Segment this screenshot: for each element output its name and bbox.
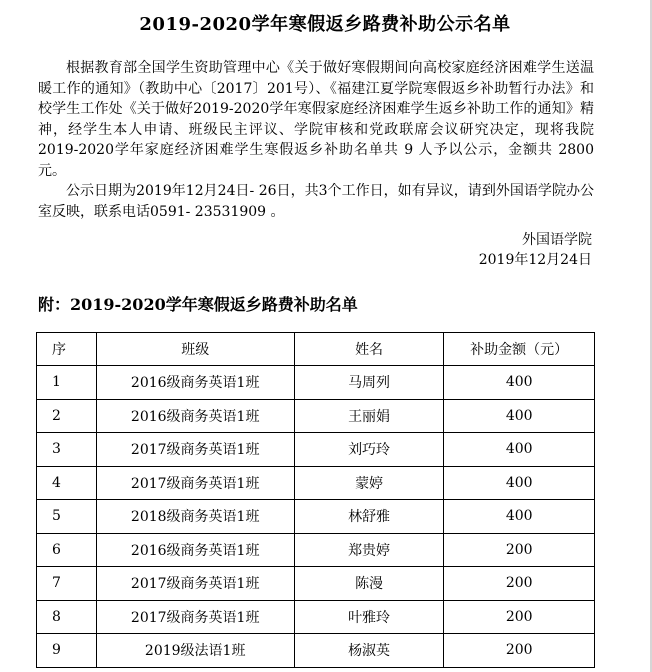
- cell-index: 3: [37, 433, 97, 467]
- header-amount: 补助金额（元）: [444, 333, 595, 366]
- cell-index: 8: [37, 600, 97, 634]
- signature-org: 外国语学院: [522, 232, 592, 248]
- cell-name: 蒙婷: [294, 466, 444, 500]
- cell-index: 1: [37, 366, 97, 400]
- cell-class: 2019级法语1班: [96, 634, 294, 668]
- cell-index: 9: [37, 634, 97, 668]
- table-row: [37, 433, 595, 467]
- cell-name: 刘巧玲: [294, 433, 444, 467]
- table-row: [37, 533, 595, 567]
- header-index: 序: [37, 333, 97, 366]
- cell-amount: 400: [444, 366, 595, 400]
- table-row: [37, 600, 595, 634]
- table-row: [37, 366, 595, 400]
- cell-class: 2018级商务英语1班: [96, 500, 294, 534]
- cell-class: 2017级商务英语1班: [96, 466, 294, 500]
- subsidy-table: [36, 332, 595, 668]
- header-class: 班级: [96, 333, 294, 366]
- list-subtitle: 附：2019-2020学年寒假返乡路费补助名单: [38, 295, 358, 314]
- cell-amount: 400: [444, 500, 595, 534]
- cell-name: 杨淑英: [294, 634, 444, 668]
- table-row: [37, 466, 595, 500]
- signature-date: 2019年12月24日: [478, 252, 592, 268]
- cell-name: 郑贵婷: [294, 533, 444, 567]
- cell-index: 4: [37, 466, 97, 500]
- cell-class: 2016级商务英语1班: [96, 399, 294, 433]
- cell-name: 叶雅玲: [294, 600, 444, 634]
- table-row: [37, 399, 595, 433]
- table-row: [37, 634, 595, 668]
- cell-amount: 200: [444, 533, 595, 567]
- cell-name: 马周列: [294, 366, 444, 400]
- cell-index: 7: [37, 567, 97, 601]
- cell-amount: 400: [444, 433, 595, 467]
- cell-amount: 400: [444, 466, 595, 500]
- cell-amount: 200: [444, 567, 595, 601]
- cell-class: 2017级商务英语1班: [96, 433, 294, 467]
- cell-amount: 200: [444, 634, 595, 668]
- header-name: 姓名: [294, 333, 444, 366]
- cell-amount: 400: [444, 399, 595, 433]
- cell-index: 2: [37, 399, 97, 433]
- cell-index: 6: [37, 533, 97, 567]
- notice-paragraph-2: 公示日期为2019年12月24日- 26日，共3个工作日，如有异议，请到外国语学院办公室反映，联系电话0591- 23531909 。: [38, 183, 594, 220]
- notice-paragraph-1: 根据教育部全国学生资助管理中心《关于做好寒假期间向高校家庭经济困难学生送温暖工作的通知》（教助中心〔2017〕201号）、《福建江夏学院寒假返乡补助暂行办法》和校学生工作处《关于做好2019-2020学年寒假家庭经济困难学生返乡补助工作的通知》精神，经学生本人申请、班级民主评议、学院审核和党政联席会议研究决定，现将我院2019-2020学年家庭经济困难学生寒假返乡补助名单共 9 人予以公示，金额共 2800 元。: [38, 60, 594, 179]
- table-row: [37, 567, 595, 601]
- cell-class: 2017级商务英语1班: [96, 567, 294, 601]
- cell-class: 2016级商务英语1班: [96, 533, 294, 567]
- notice-body: [38, 58, 594, 222]
- cell-name: 林舒雅: [294, 500, 444, 534]
- table-header-row: [37, 333, 595, 366]
- cell-class: 2017级商务英语1班: [96, 600, 294, 634]
- cell-index: 5: [37, 500, 97, 534]
- cell-name: 陈漫: [294, 567, 444, 601]
- table-row: [37, 500, 595, 534]
- page-title: 2019-2020学年寒假返乡路费补助公示名单: [139, 14, 511, 35]
- cell-amount: 200: [444, 600, 595, 634]
- cell-class: 2016级商务英语1班: [96, 366, 294, 400]
- cell-name: 王丽娟: [294, 399, 444, 433]
